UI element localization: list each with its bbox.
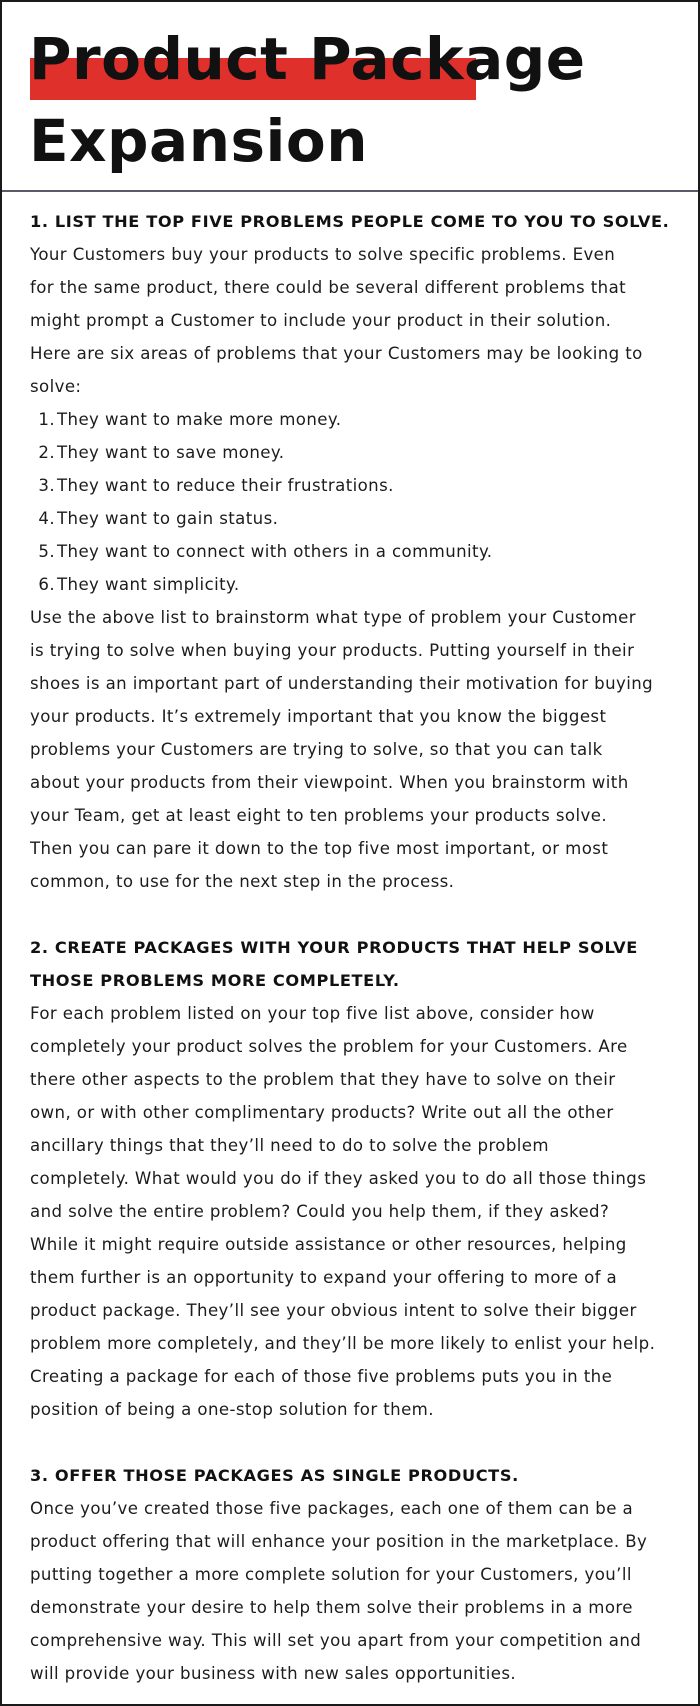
text-line: shoes is an important part of understanding their motivation for buying bbox=[30, 674, 654, 693]
text-line: and solve the entire problem? Could you help them, if they asked? bbox=[30, 1202, 610, 1221]
text-line: your products. It’s extremely important that you know the biggest bbox=[30, 707, 607, 726]
text-line: solve: bbox=[30, 377, 82, 396]
text-line: for the same product, there could be several different problems that bbox=[30, 278, 627, 297]
heading-line: THOSE PROBLEMS MORE COMPLETELY. bbox=[30, 971, 400, 990]
text-line: is trying to solve when buying your products. Putting yourself in their bbox=[30, 641, 635, 660]
text-line: Your Customers buy your products to solve specific problems. Even bbox=[30, 245, 616, 264]
list-item: 2. They want to save money. bbox=[38, 443, 285, 462]
text-line: For each problem listed on your top five list above, consider how bbox=[30, 1004, 595, 1023]
text-line: demonstrate your desire to help them solve their problems in a more bbox=[30, 1598, 633, 1617]
text-line: Here are six areas of problems that your Customers may be looking to bbox=[30, 344, 643, 363]
text-line: your Team, get at least eight to ten problems your products solve. bbox=[30, 806, 607, 825]
list-item: 5. They want to connect with others in a community. bbox=[38, 542, 493, 561]
section-3-body bbox=[30, 1492, 670, 1690]
text-line: Once you’ve created those five packages, each one of them can be a bbox=[30, 1499, 634, 1518]
section-1 bbox=[30, 205, 670, 898]
section-1-intro bbox=[30, 238, 670, 403]
text-line: about your products from their viewpoint. When you brainstorm with bbox=[30, 773, 629, 792]
text-line: Then you can pare it down to the top five most important, or most bbox=[30, 839, 609, 858]
text-line: putting together a more complete solution for your Customers, you’ll bbox=[30, 1565, 632, 1584]
text-line: there other aspects to the problem that they have to solve on their bbox=[30, 1070, 616, 1089]
section-2-body bbox=[30, 997, 670, 1426]
text-line: Use the above list to brainstorm what type of problem your Customer bbox=[30, 608, 637, 627]
section-3 bbox=[30, 1459, 670, 1690]
text-line: will provide your business with new sales opportunities. bbox=[30, 1664, 517, 1683]
section-2 bbox=[30, 931, 670, 1426]
text-line: While it might require outside assistance or other resources, helping bbox=[30, 1235, 627, 1254]
section-spacer bbox=[30, 1426, 670, 1459]
text-line: comprehensive way. This will set you apart from your competition and bbox=[30, 1631, 642, 1650]
list-item: 1. They want to make more money. bbox=[38, 410, 342, 429]
text-line: product package. They’ll see your obvious intent to solve their bigger bbox=[30, 1301, 637, 1320]
section-spacer bbox=[30, 898, 670, 931]
text-line: them further is an opportunity to expand your offering to more of a bbox=[30, 1268, 618, 1287]
list-item: 6. They want simplicity. bbox=[38, 575, 240, 594]
section-3-heading: 3. OFFER THOSE PACKAGES AS SINGLE PRODUCTS. bbox=[30, 1466, 519, 1485]
text-line: own, or with other complimentary products? Write out all the other bbox=[30, 1103, 614, 1122]
section-2-heading bbox=[30, 931, 670, 997]
page-title-line-1: Product Package bbox=[29, 25, 586, 93]
document-header bbox=[2, 2, 698, 192]
text-line: common, to use for the next step in the process. bbox=[30, 872, 455, 891]
text-line: problems your Customers are trying to solve, so that you can talk bbox=[30, 740, 603, 759]
section-1-outro bbox=[30, 601, 670, 898]
text-line: might prompt a Customer to include your product in their solution. bbox=[30, 311, 612, 330]
problems-list bbox=[30, 403, 670, 601]
page-title-line-2: Expansion bbox=[29, 107, 369, 175]
list-item: 3. They want to reduce their frustrations. bbox=[38, 476, 394, 495]
text-line: completely. What would you do if they asked you to do all those things bbox=[30, 1169, 647, 1188]
text-line: Creating a package for each of those five problems puts you in the bbox=[30, 1367, 613, 1386]
text-line: product offering that will enhance your position in the marketplace. By bbox=[30, 1532, 648, 1551]
text-line: completely your product solves the problem for your Customers. Are bbox=[30, 1037, 628, 1056]
list-item: 4. They want to gain status. bbox=[38, 509, 279, 528]
document-body bbox=[30, 205, 670, 1690]
section-1-heading: 1. LIST THE TOP FIVE PROBLEMS PEOPLE COME TO YOU TO SOLVE. bbox=[30, 212, 670, 231]
heading-line: 2. CREATE PACKAGES WITH YOUR PRODUCTS THAT HELP SOLVE bbox=[30, 938, 638, 957]
text-line: ancillary things that they’ll need to do to solve the problem bbox=[30, 1136, 549, 1155]
text-line: position of being a one-stop solution for them. bbox=[30, 1400, 434, 1419]
text-line: problem more completely, and they’ll be more likely to enlist your help. bbox=[30, 1334, 656, 1353]
